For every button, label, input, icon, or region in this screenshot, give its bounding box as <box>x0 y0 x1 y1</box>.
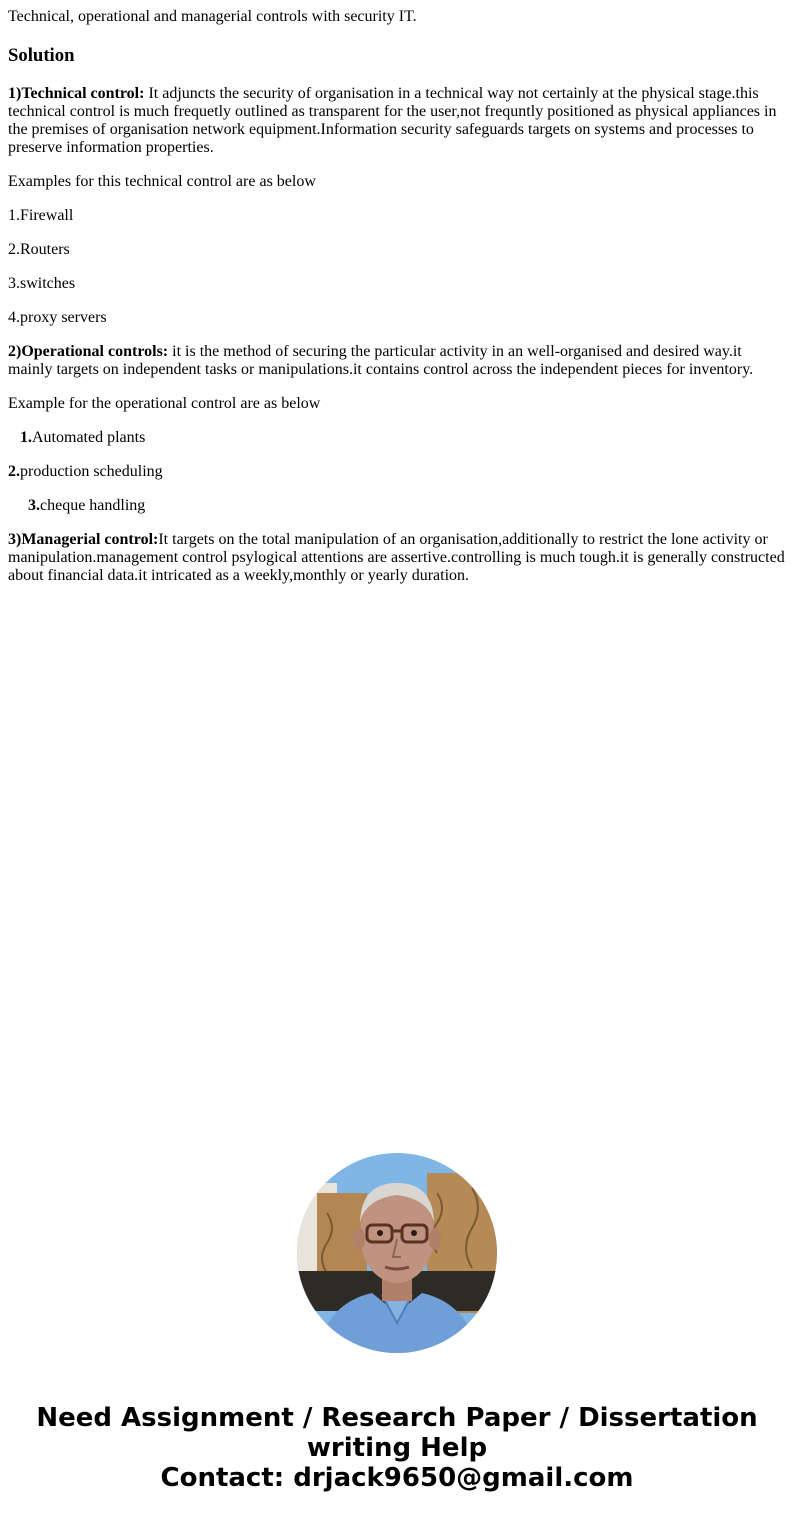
technical-example-item: 2.Routers <box>8 241 70 258</box>
document-body <box>8 8 786 585</box>
operational-example-number: 2. <box>8 463 20 480</box>
technical-control-text: It adjuncts the security of organisation in a technical way not certainly at the physical stage.this technical control is much frequetly outlined as transparent for the user,not frequntly positioned as physical appliances in the premises of organisation network equipment.Information security safeguards targets on systems and processes to preserve information properties. <box>8 85 777 156</box>
promo-banner <box>0 1403 794 1493</box>
operational-control-paragraph <box>8 343 786 379</box>
managerial-control-text: It targets on the total manipulation of an organisation,additionally to restrict the lone activity or manipulation.management control psylogical attentions are assertive.controlling is much tough.it is generally constructed about financial data.it intricated as a weekly,monthly or yearly duration. <box>8 531 785 584</box>
operational-example-item <box>8 497 786 515</box>
managerial-control-paragraph <box>8 531 786 585</box>
operational-example-number: 1. <box>20 429 32 446</box>
technical-example-item: 3.switches <box>8 275 76 292</box>
technical-control-label: 1)Technical control: <box>8 85 145 102</box>
promo-line: Need Assignment / Research Paper / Dissertation <box>36 1403 758 1433</box>
operational-example-number: 3. <box>28 497 40 514</box>
technical-example-item: 1.Firewall <box>8 207 74 224</box>
operational-example-item <box>8 429 786 447</box>
operational-control-label: 2)Operational controls: <box>8 343 169 360</box>
technical-control-paragraph <box>8 85 786 157</box>
operational-example-text: production scheduling <box>20 463 163 480</box>
managerial-control-label: 3)Managerial control: <box>8 531 159 548</box>
technical-example-item: 4.proxy servers <box>8 309 107 326</box>
promo-contact: Contact: drjack9650@gmail.com <box>160 1463 634 1493</box>
operational-control-text: it is the method of securing the particular activity in an well-organised and desired way.it mainly targets on independent tasks or manipulations.it contains control across the independent pieces for inventory. <box>8 343 754 378</box>
operational-example-text: cheque handling <box>40 497 146 514</box>
question-text: Technical, operational and managerial controls with security IT. <box>8 8 417 25</box>
technical-examples-intro: Examples for this technical control are as below <box>8 173 316 190</box>
person-portrait-icon <box>297 1153 497 1353</box>
operational-example-text: Automated plants <box>32 429 146 446</box>
operational-examples-intro: Example for the operational control are as below <box>8 395 321 412</box>
promo-line: writing Help <box>306 1433 488 1463</box>
solution-heading: Solution <box>8 45 75 66</box>
author-avatar <box>297 1153 497 1353</box>
operational-example-item <box>8 463 786 481</box>
